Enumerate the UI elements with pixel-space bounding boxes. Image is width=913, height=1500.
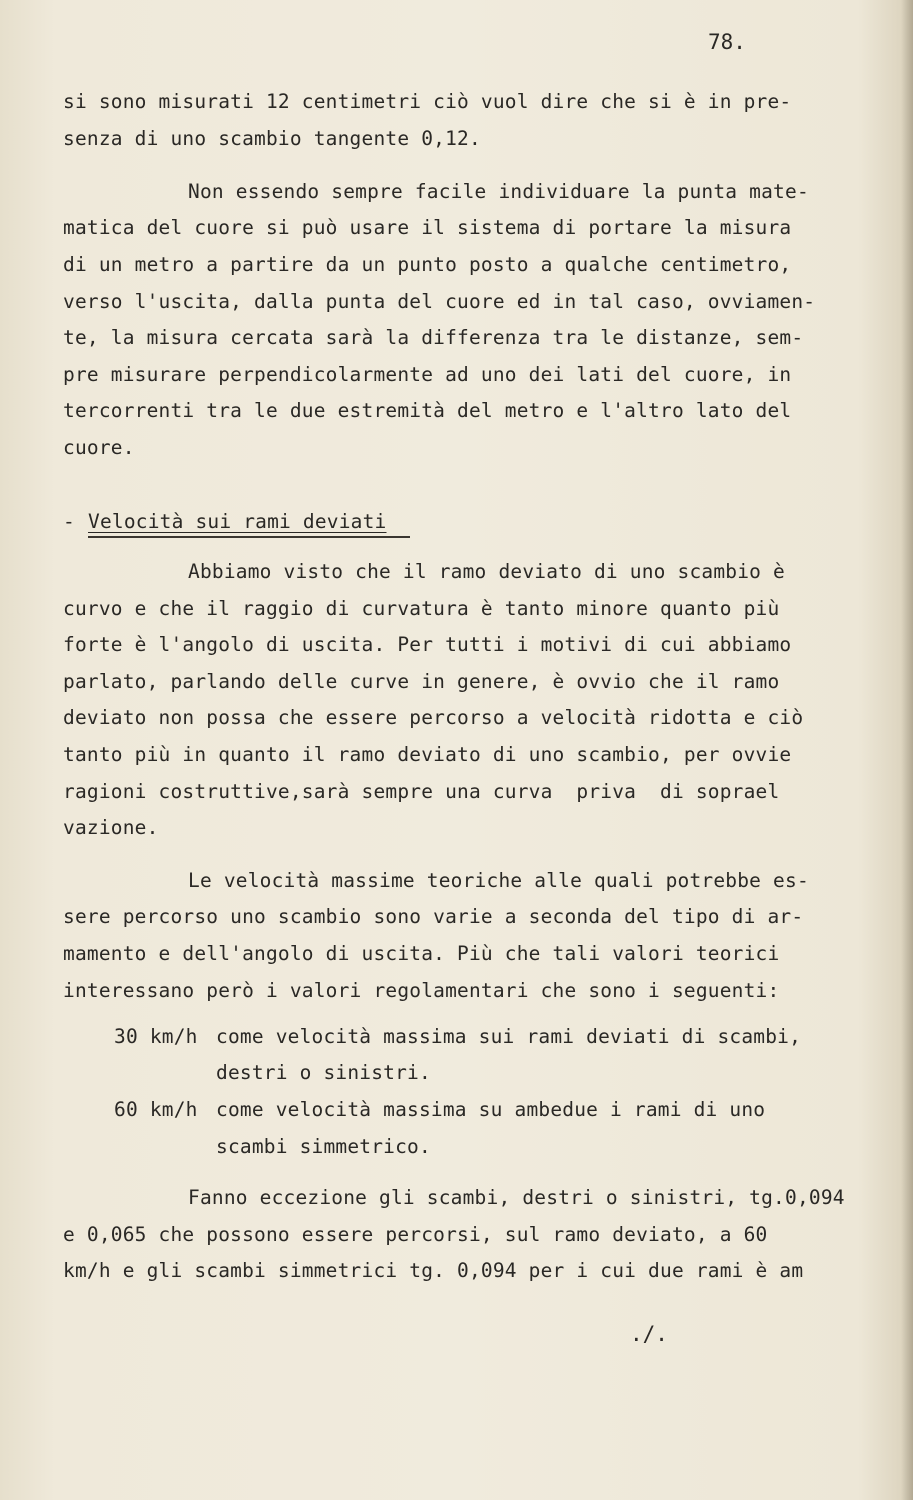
text-line: interessano però i valori regolamentari che sono i seguenti: — [63, 979, 780, 1002]
text-line: ragioni costruttive,sarà sempre una curva priva di soprael — [63, 780, 780, 803]
text-line: si sono misurati 12 centimetri ciò vuol dire che si è in pre- — [63, 90, 792, 113]
text-line: km/h e gli scambi simmetrici tg. 0,094 per i cui due rami è am — [63, 1259, 804, 1282]
text-line: verso l'uscita, dalla punta del cuore ed in tal caso, ovviamen- — [63, 290, 816, 313]
speed-description: come velocità massima sui rami deviati di scambi, — [216, 1025, 802, 1048]
section-heading: Velocità sui rami deviati — [88, 510, 387, 533]
text-line: vazione. — [63, 816, 159, 839]
text-line: Non essendo sempre facile individuare la punta mate- — [188, 180, 809, 203]
text-line: curvo e che il raggio di curvatura è tanto minore quanto più — [63, 597, 780, 620]
text-line: matica del cuore si può usare il sistema di portare la misura — [63, 216, 792, 239]
text-line: e 0,065 che possono essere percorsi, sul ramo deviato, a 60 — [63, 1223, 768, 1246]
text-line: senza di uno scambio tangente 0,12. — [63, 127, 481, 150]
text-line: deviato non possa che essere percorso a velocità ridotta e ciò — [63, 706, 804, 729]
text-line: tanto più in quanto il ramo deviato di uno scambio, per ovvie — [63, 743, 792, 766]
continuation-mark: ./. — [630, 1322, 668, 1346]
speed-value: 60 km/h — [114, 1098, 198, 1121]
text-line: Fanno eccezione gli scambi, destri o sinistri, tg.0,094 — [188, 1186, 845, 1209]
text-line: mamento e dell'angolo di uscita. Più che tali valori teorici — [63, 942, 780, 965]
text-line: di un metro a partire da un punto posto a qualche centimetro, — [63, 253, 792, 276]
text-line: sere percorso uno scambio sono varie a seconda del tipo di ar- — [63, 905, 804, 928]
text-line: tercorrenti tra le due estremità del metro e l'altro lato del — [63, 399, 792, 422]
text-line: Le velocità massime teoriche alle quali potrebbe es- — [188, 869, 809, 892]
text-line: pre misurare perpendicolarmente ad uno dei lati del cuore, in — [63, 363, 792, 386]
speed-description: scambi simmetrico. — [216, 1135, 431, 1158]
text-line: cuore. — [63, 436, 135, 459]
section-heading-dash: - — [63, 510, 75, 533]
speed-description: come velocità massima su ambedue i rami di uno — [216, 1098, 766, 1121]
page-edge-shadow — [901, 0, 913, 1500]
text-line: forte è l'angolo di uscita. Per tutti i motivi di cui abbiamo — [63, 633, 792, 656]
heading-underline — [88, 536, 410, 538]
text-line: Abbiamo visto che il ramo deviato di uno scambio è — [188, 560, 785, 583]
speed-description: destri o sinistri. — [216, 1061, 431, 1084]
text-line: parlato, parlando delle curve in genere, è ovvio che il ramo — [63, 670, 780, 693]
page-number: 78. — [708, 30, 746, 54]
text-line: te, la misura cercata sarà la differenza tra le distanze, sem- — [63, 326, 804, 349]
speed-value: 30 km/h — [114, 1025, 198, 1048]
